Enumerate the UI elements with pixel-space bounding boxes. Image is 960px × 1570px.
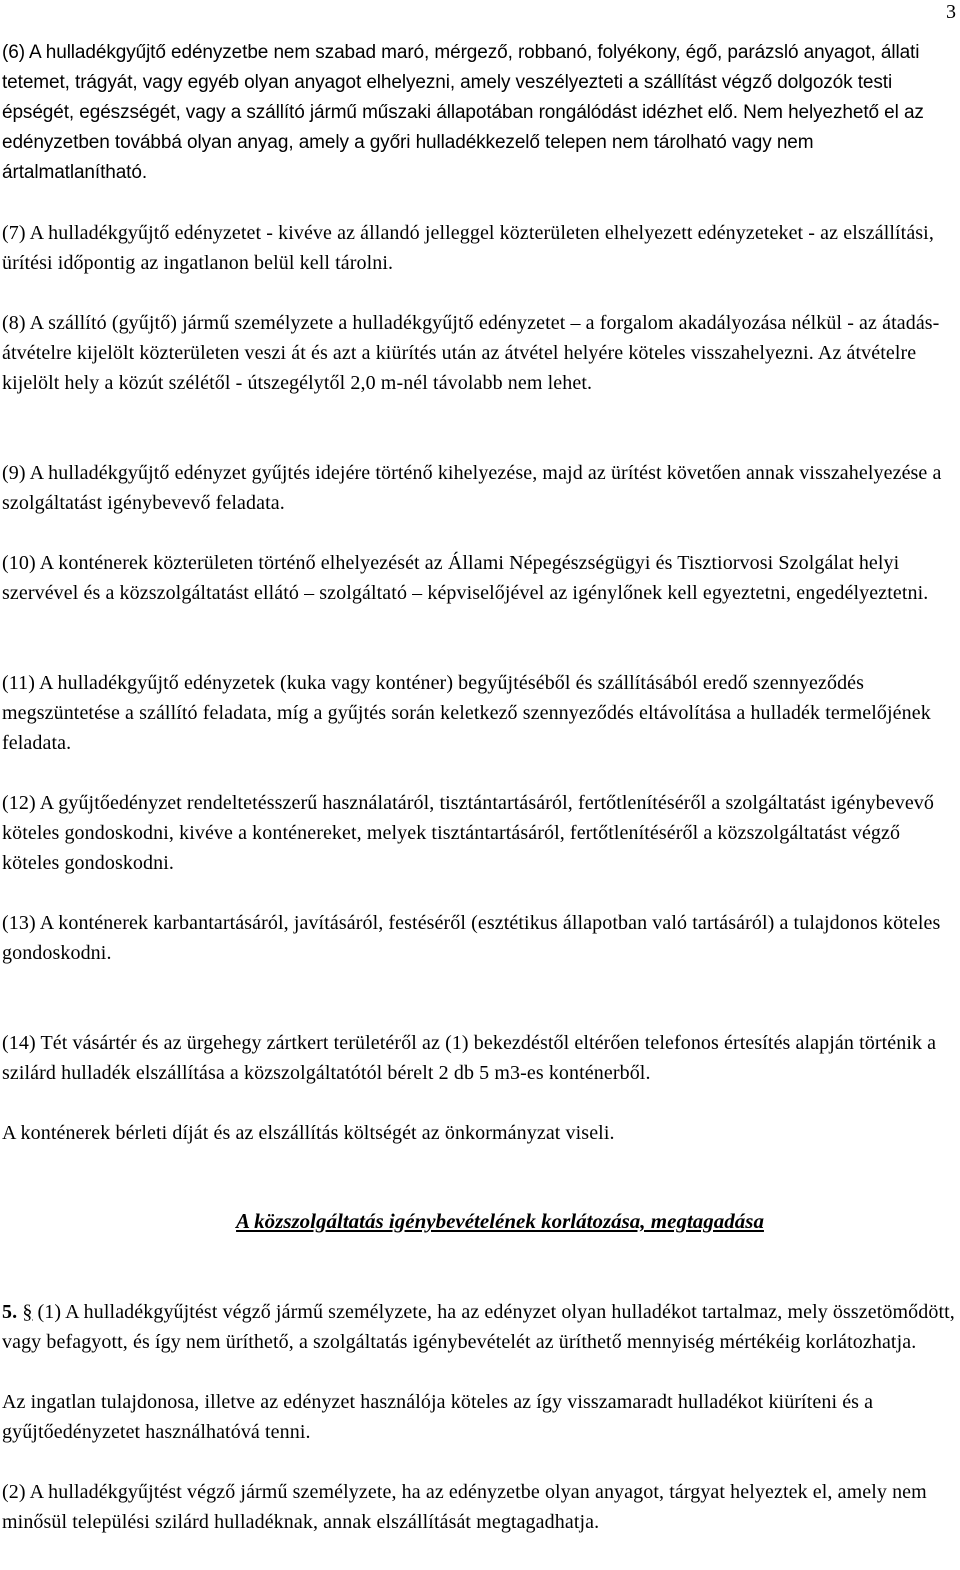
paragraph-13: (13) A konténerek karbantartásáról, javításáról, festéséről (esztétikus állapotban való tartásáról) a tulajdonos köteles gondoskodni. [2, 912, 941, 964]
section-5-paragraph-2: (2) A hulladékgyűjtést végző jármű személyzete, ha az edényzetbe olyan anyagot, tárgyat helyeztek el, amely nem minősül települési szilárd hulladéknak, annak elszállítását megtagadhatja. [2, 1481, 927, 1533]
paragraph-9: (9) A hulladékgyűjtő edényzet gyűjtés idejére történő kihelyezése, majd az ürítést követően annak visszahelyezése a szolgáltatást igénybevevő feladata. [2, 462, 942, 514]
section-5-paragraph-1-text: (1) A hulladékgyűjtést végző jármű személyzete, ha az edényzet olyan hulladékot tartalmaz, mely összetömődött, vagy befagyott, és így nem üríthető, a szolgáltatás igénybevételét az üríthető mennyiség mértékéig korlátozhatja. [2, 1301, 955, 1353]
section-sign: § [22, 1301, 33, 1323]
section-heading: A közszolgáltatás igénybevételének korlátozása, megtagadása [236, 1209, 764, 1233]
section-number: 5. [2, 1301, 18, 1323]
paragraph-14: (14) Tét vásártér és az ürgehegy zártkert területéről az (1) bekezdéstől eltérően telefonos értesítés alapján történik a szilárd hulladék elszállítása a közszolgáltatótól bérelt 2 db 5 m3-es konténerből. [2, 1032, 937, 1084]
paragraph-12: (12) A gyűjtőedényzet rendeltetésszerű használatáról, tisztántartásáról, fertőtlenítéséről a szolgáltatást igénybevevő köteles gondoskodni, kivéve a konténereket, melyek tisztántartásáról, fertőtlenítéséről a közszolgáltatást végző köteles gondoskodni. [2, 792, 934, 874]
paragraph-8: (8) A szállító (gyűjtő) jármű személyzete a hulladékgyűjtő edényzetet – a forgalom akadályozása nélkül - az átadás-átvételre kijelölt közterületen veszi át és azt a kiürítés után az átvétel helyére köteles visszahelyezni. Az átvételre kijelölt hely a közút szélétől - útszegélytől 2,0 m-nél távolabb nem lehet. [2, 312, 940, 394]
section-5-paragraph-1-continued: Az ingatlan tulajdonosa, illetve az edényzet használója köteles az így visszamaradt hulladékot kiüríteni és a gyűjtőedényzetet használhatóvá tenni. [2, 1391, 874, 1443]
paragraph-6: (6) A hulladékgyűjtő edényzetbe nem szabad maró, mérgező, robbanó, folyékony, égő, parázsló anyagot, állati tetemet, trágyát, vagy egyéb olyan anyagot elhelyezni, amely veszélyezteti a szállítást végző dolgozók testi épségét, egészségét, vagy a szállító jármű műszaki állapotában rongálódást idézhet elő. Nem helyezhető el az edényzetben továbbá olyan anyag, amely a győri hulladékkezelő telepen nem tárolható vagy nem ártalmatlanítható. [2, 42, 924, 183]
paragraph-11: (11) A hulladékgyűjtő edényzetek (kuka vagy konténer) begyűjtéséből és szállításából eredő szennyeződés megszüntetése a szállító feladata, míg a gyűjtés során keletkező szennyeződés eltávolítása a hulladék termelőjének feladata. [2, 672, 931, 754]
section-5-paragraph-1 [2, 1297, 956, 1357]
paragraph-10: (10) A konténerek közterületen történő elhelyezését az Állami Népegészségügyi és Tisztiorvosi Szolgálat helyi szervével és a közszolgáltatást ellátó – szolgáltató – képviselőjével az igénylőnek kell egyeztetni, engedélyeztetni. [2, 552, 929, 604]
paragraph-7: (7) A hulladékgyűjtő edényzetet - kivéve az állandó jelleggel közterületen elhelyezett edényzeteket - az elszállítási, ürítési időpontig az ingatlanon belül kell tárolni. [2, 222, 934, 274]
page-number: 3 [946, 1, 956, 23]
paragraph-14-continued: A konténerek bérleti díját és az elszállítás költségét az önkormányzat viseli. [2, 1122, 615, 1144]
